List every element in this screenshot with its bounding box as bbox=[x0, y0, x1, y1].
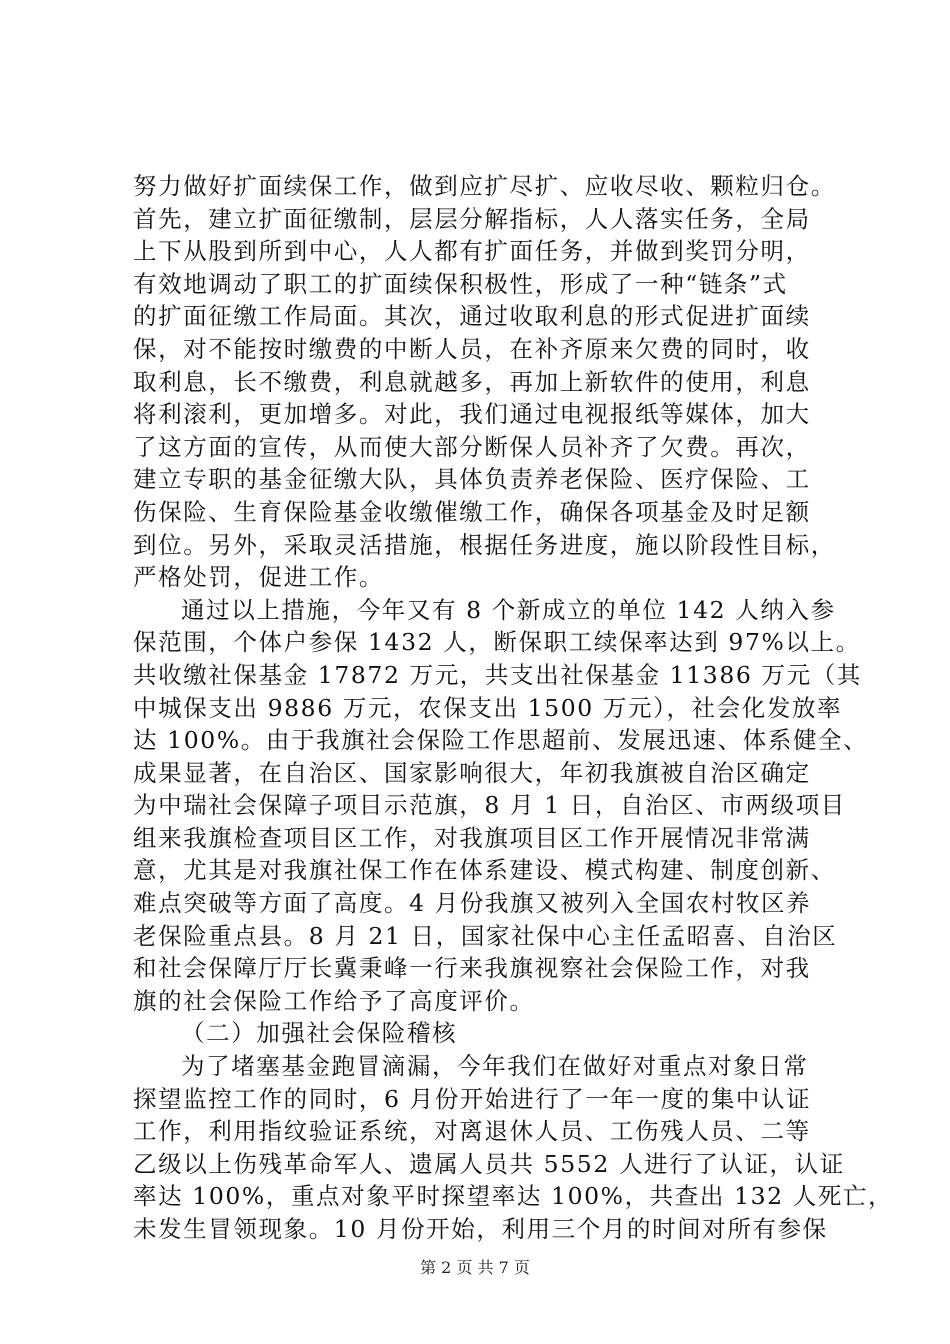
text-line: 旗的社会保险工作给予了高度评价。 bbox=[133, 986, 535, 1015]
text-line: 严格处罚，促进工作。 bbox=[133, 563, 384, 592]
text-line: 成果显著，在自治区、国家影响很大，年初我旗被自治区确定 bbox=[133, 758, 811, 787]
text-line: 将利滚利，更加增多。对此，我们通过电视报纸等媒体，加大 bbox=[133, 400, 811, 429]
text-line: 难点突破等方面了高度。4 月份我旗又被列入全国农村牧区养 bbox=[133, 889, 812, 918]
text-line: 工作，利用指纹验证系统，对离退休人员、工伤残人员、二等 bbox=[133, 1117, 811, 1146]
text-line: 建立专职的基金征缴大队，具体负责养老保险、医疗保险、工 bbox=[133, 465, 811, 494]
document-body bbox=[133, 170, 894, 1246]
text-line: 通过以上措施，今年又有 8 个新成立的单位 142 人纳入参 bbox=[181, 595, 836, 624]
text-line: 中城保支出 9886 万元，农保支出 1500 万元），社会化发放率 bbox=[133, 693, 843, 722]
text-line: 乙级以上伤残革命军人、遗属人员共 5552 人进行了认证，认证 bbox=[133, 1149, 845, 1178]
text-line: 共收缴社保基金 17872 万元，共支出社保基金 11386 万元（其 bbox=[133, 660, 862, 689]
text-line: 未发生冒领现象。10 月份开始，利用三个月的时间对所有参保 bbox=[133, 1215, 828, 1243]
text-line: 老保险重点县。8 月 21 日，国家社保中心主任孟昭喜、自治区 bbox=[133, 921, 838, 950]
text-line: 努力做好扩面续保工作，做到应扩尽扩、应收尽收、颗粒归仓。 bbox=[133, 172, 836, 200]
text-line: 保，对不能按时缴费的中断人员，在补齐原来欠费的同时，收 bbox=[133, 334, 811, 363]
text-line: 了这方面的宣传，从而使大部分断保人员补齐了欠费。再次， bbox=[133, 432, 811, 461]
text-line: 有效地调动了职工的扩面续保积极性，形成了一种“链条”式 bbox=[133, 269, 788, 298]
text-line: 意，尤其是对我旗社保工作在体系建设、模式构建、制度创新、 bbox=[133, 856, 836, 885]
page-footer: 第 2 页 共 7 页 bbox=[420, 1258, 530, 1277]
text-line: 率达 100%，重点对象平时探望率达 100%，共查出 132 人死亡， bbox=[133, 1182, 894, 1211]
text-line: 上下从股到所到中心，人人都有扩面任务，并做到奖罚分明， bbox=[133, 237, 811, 266]
text-line: 保范围，个体户参保 1432 人，断保职工续保率达到 97%以上。 bbox=[133, 628, 861, 657]
text-line: 达 100%。由于我旗社会保险工作思超前、发展迅速、体系健全、 bbox=[133, 726, 869, 755]
text-line: 取利息，长不缴费，利息就越多，再加上新软件的使用，利息 bbox=[133, 367, 811, 396]
text-line: 到位。另外，采取灵活措施，根据任务进度，施以阶段性目标， bbox=[133, 530, 836, 559]
text-line: 首先，建立扩面征缴制，层层分解指标，人人落实任务，全局 bbox=[133, 204, 811, 233]
text-line: 的扩面征缴工作局面。其次，通过收取利息的形式促进扩面续 bbox=[133, 302, 811, 331]
text-line: 和社会保障厅厅长冀秉峰一行来我旗视察社会保险工作，对我 bbox=[133, 954, 811, 983]
text-line: 为中瑞社会保障子项目示范旗，8 月 1 日，自治区、市两级项目 bbox=[133, 791, 846, 820]
text-line: 探望监控工作的同时，6 月份开始进行了一年一度的集中认证 bbox=[133, 1084, 812, 1113]
text-line: 组来我旗检查项目区工作，对我旗项目区工作开展情况非常满 bbox=[133, 823, 811, 852]
text-line: （二）加强社会保险稽核 bbox=[181, 1019, 458, 1048]
text-line: 为了堵塞基金跑冒滴漏，今年我们在做好对重点对象日常 bbox=[181, 1052, 809, 1081]
text-line: 伤保险、生育保险基金收缴催缴工作，确保各项基金及时足额 bbox=[133, 497, 811, 526]
